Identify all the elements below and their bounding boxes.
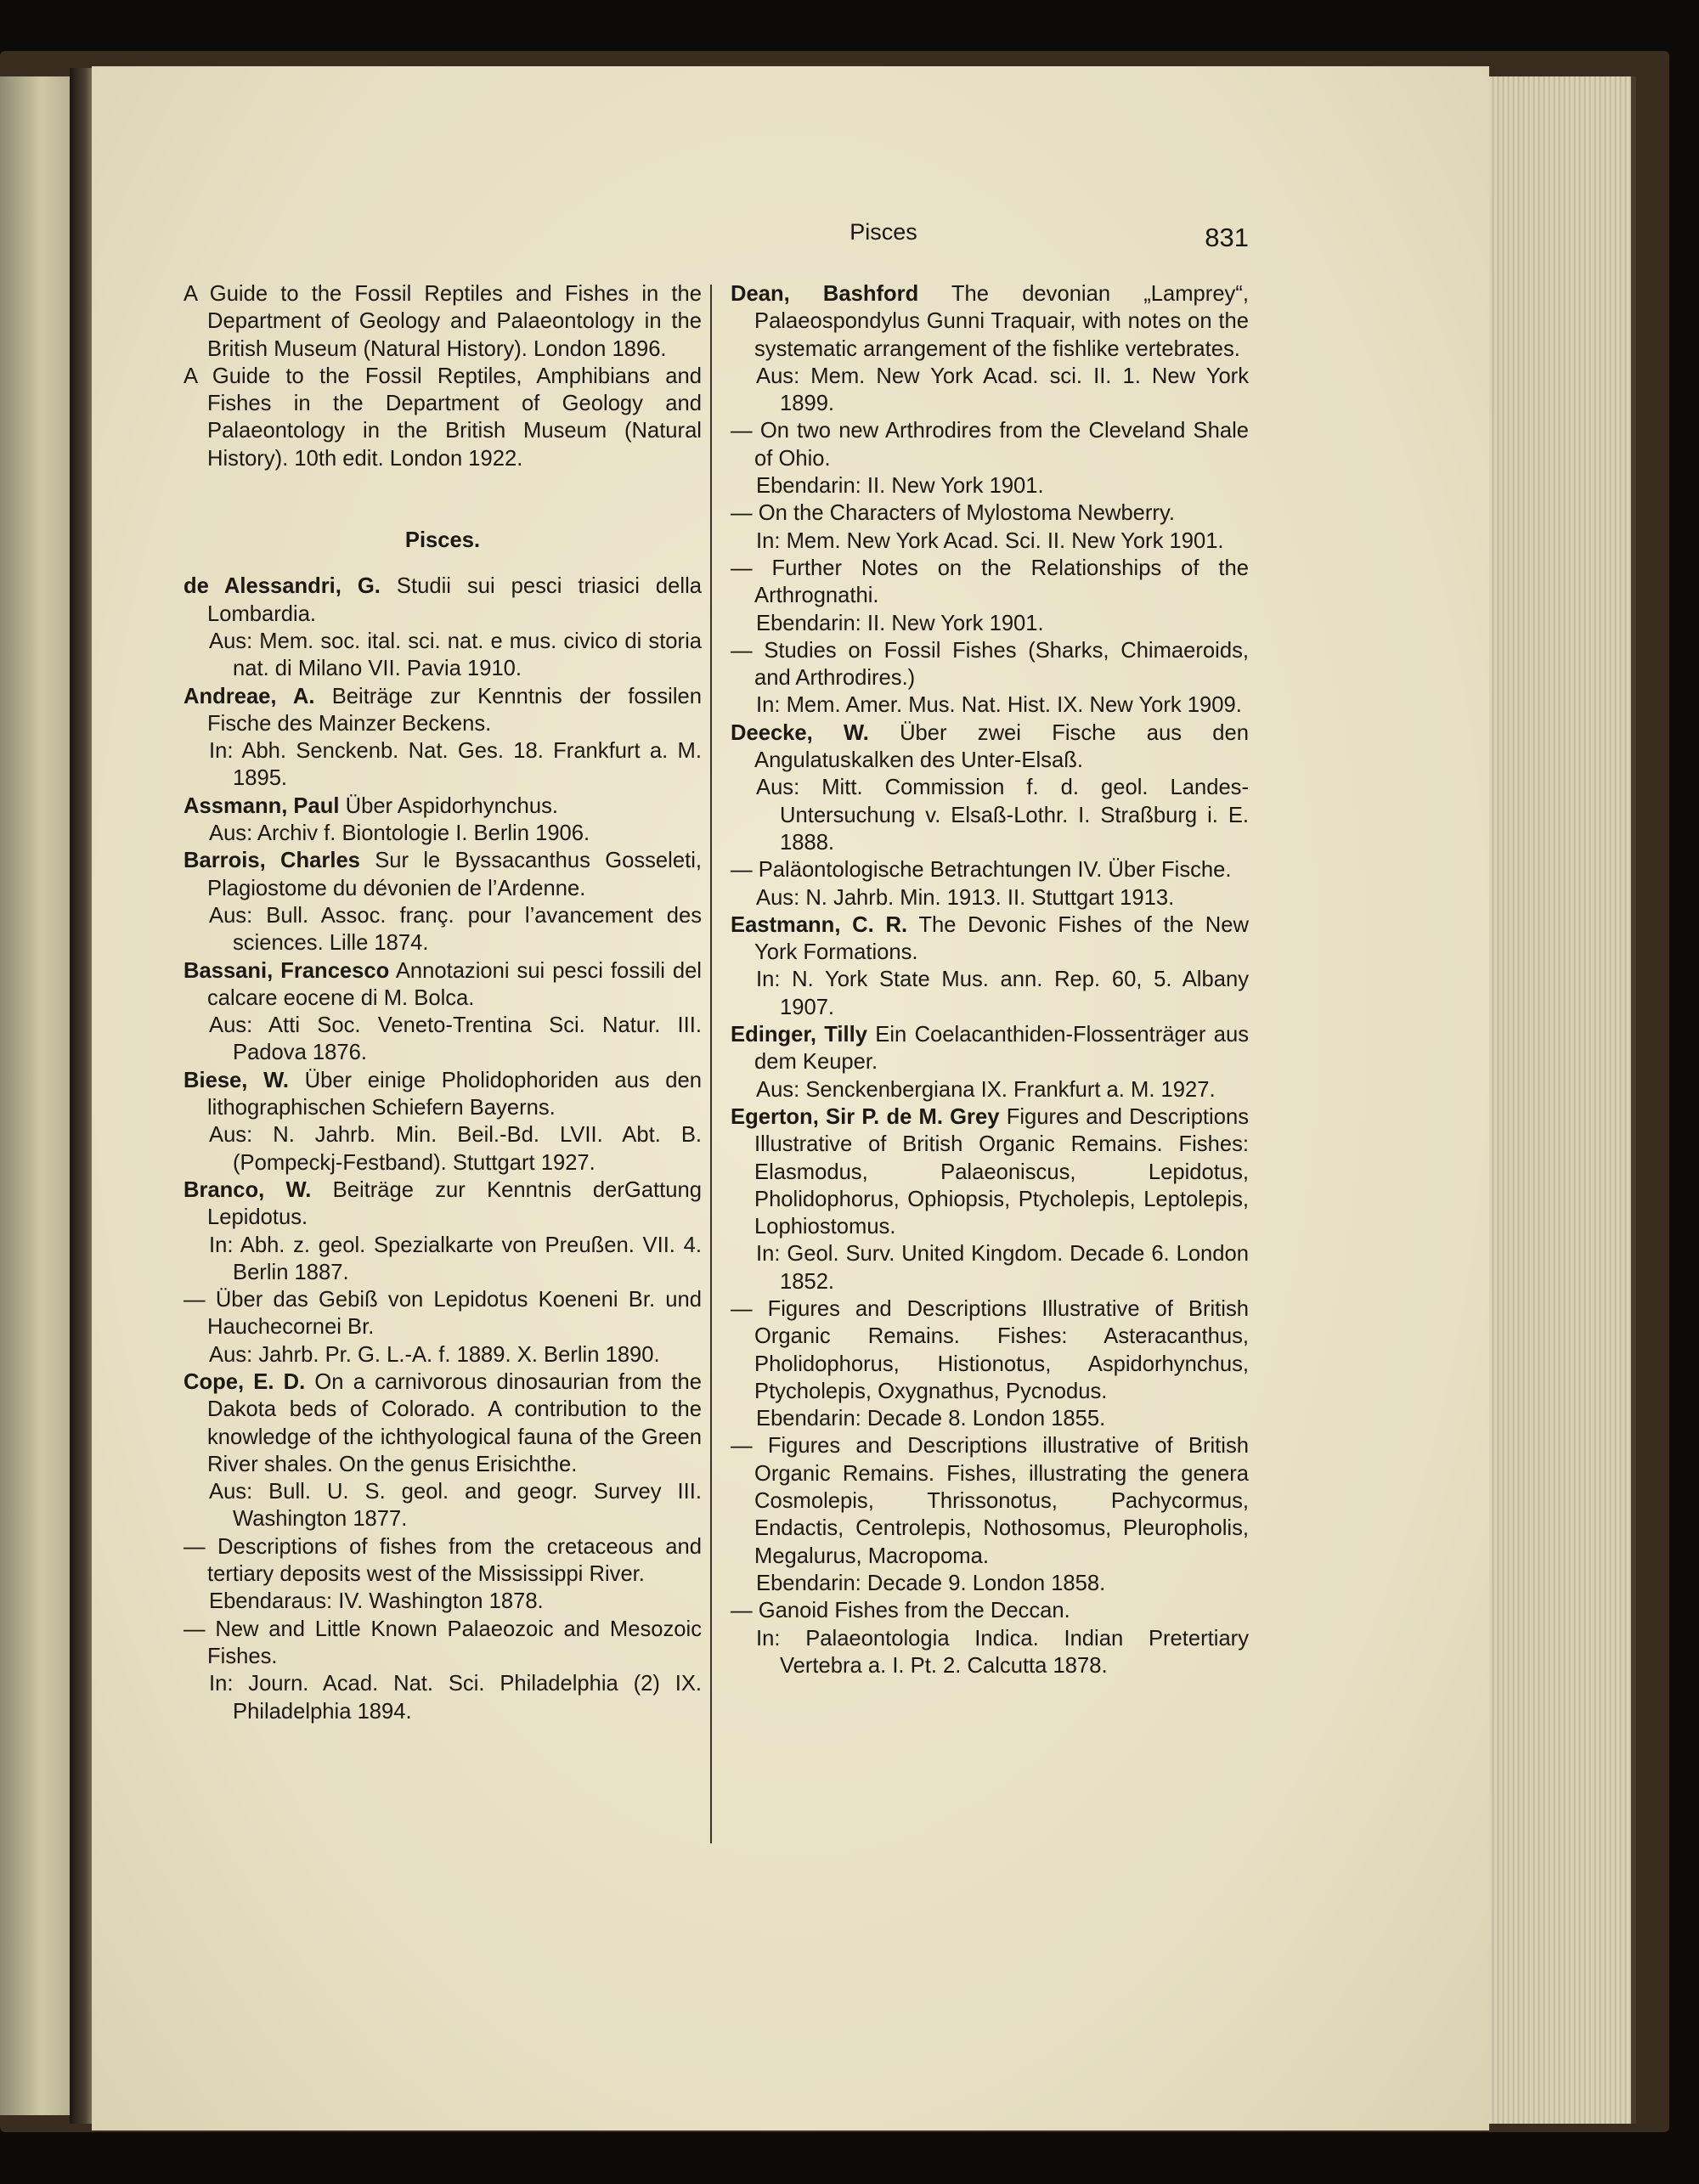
entry-source: In: Journ. Acad. Nat. Sci. Philadelphia (2) IX. Philadelphia 1894. (209, 1672, 702, 1724)
entry-title: Studii sui pesci triasici della Lombardia. (207, 574, 702, 626)
entry-source: In: N. York State Mus. ann. Rep. 60, 5. Albany 1907. (756, 968, 1249, 1019)
entry-dash: — (183, 1617, 206, 1641)
page-block-edges (1474, 76, 1636, 2124)
entry-source: Aus: Jahrb. Pr. G. L.-A. f. 1889. X. Berlin 1890. (209, 1342, 660, 1367)
entry-source: Ebendarin: Decade 9. London 1858. (756, 1571, 1106, 1595)
entry-title: Annotazioni sui pesci fossili del calcare eocene di M. Bolca. (207, 958, 702, 1010)
entry-author: Branco, W. (183, 1177, 312, 1202)
bibliography-entry (183, 573, 702, 682)
entry-source: In: Geol. Surv. United Kingdom. Decade 6. London 1852. (756, 1242, 1249, 1294)
entry-title: On a carnivorous dinosaurian from the Dakota beds of Colorado. A contribution to the knowledge of the ichthyological fauna of the Green River shales. On the genus Erisichthe. (207, 1369, 702, 1476)
entry-title: New and Little Known Palaeozoic and Mesozoic Fishes. (207, 1617, 702, 1668)
entry-title: The Devonic Fishes of the New York Formations. (754, 912, 1249, 965)
bibliography-entry (731, 555, 1249, 637)
entry-title: Figures and Descriptions Illustrative of British Organic Remains. Fishes: Asteracanthus, Pholidophorus, Histionotus, Aspidorhynchus, Ptycholepis, Oxygnathus, Pycnodus. (754, 1296, 1249, 1403)
entry-title: Ein Coelacanthiden-Flossenträger aus dem Keuper. (754, 1023, 1249, 1075)
entry-source: Aus: Mem. soc. ital. sci. nat. e mus. civico di storia nat. di Milano VII. Pavia 1910. (209, 629, 702, 681)
entry-source: Aus: Bull. Assoc. franç. pour l’avancement des sciences. Lille 1874. (209, 903, 702, 956)
intro-entry: A Guide to the Fossil Reptiles, Amphibians and Fishes in the Department of Geology and Palaeontology in the British Museum (Natural History). 10th edit. London 1922. (183, 364, 702, 471)
entry-author: Cope, E. D. (183, 1369, 306, 1394)
entry-source: Ebendarin: II. New York 1901. (756, 474, 1044, 499)
entry-title: Über einige Pholidophoriden aus den lithographischen Schiefern Bayerns. (207, 1068, 703, 1120)
entry-source: Aus: Atti Soc. Veneto-Trentina Sci. Natur. III. Padova 1876. (209, 1013, 702, 1065)
intro-entry: A Guide to the Fossil Reptiles and Fishes in the Department of Geology and Palaeontology in the British Museum (Natural History). London 1896. (183, 282, 702, 361)
entry-source: In: Abh. Senckenb. Nat. Ges. 18. Frankfurt a. M. 1895. (209, 739, 702, 791)
entry-dash: — (731, 501, 753, 526)
entry-author: Deecke, W. (731, 720, 869, 745)
entry-source: Ebendaraus: IV. Washington 1878. (209, 1589, 544, 1614)
bibliography-entry (183, 1177, 702, 1286)
bibliography-entry (183, 1369, 702, 1533)
entry-title: Figures and Descriptions illustrative of British Organic Remains. Fishes, illustrating the genera Cosmolepis, Thrissonotus, Pachycormus, Endactis, Centrolepis, Nothosomus, Pleuropholis, Megalurus, Macropoma. (754, 1434, 1249, 1568)
entry-dash: — (183, 1534, 206, 1559)
entry-title: Paläontologische Betrachtungen IV. Über Fische. (758, 858, 1232, 883)
entry-source: In: Palaeontologia Indica. Indian Pretertiary Vertebra a. I. Pt. 2. Calcutta 1878. (756, 1626, 1249, 1678)
entry-dash: — (183, 1288, 206, 1312)
entry-source: Aus: Mem. New York Acad. sci. II. 1. New York 1899. (756, 364, 1249, 416)
entry-author: de Alessandri, G. (183, 574, 381, 599)
entry-title: Further Notes on the Relationships of the Arthrognathi. (754, 556, 1249, 608)
section-title: Pisces. (404, 528, 481, 553)
bibliography-entry (731, 1597, 1249, 1679)
bibliography-entry (731, 1432, 1249, 1597)
entry-source: Aus: Senckenbergiana IX. Frankfurt a. M. 1927. (756, 1077, 1216, 1102)
entry-source: In: Mem. Amer. Mus. Nat. Hist. IX. New York 1909. (756, 693, 1242, 718)
entry-author: Barrois, Charles (183, 849, 360, 873)
entry-title: Descriptions of fishes from the cretaceous and tertiary deposits west of the Mississippi River. (207, 1534, 702, 1587)
entry-author: Eastmann, C. R. (731, 912, 908, 937)
entry-source: Aus: N. Jahrb. Min. Beil.-Bd. LVII. Abt. B. (Pompeckj-Festband). Stuttgart 1927. (209, 1123, 702, 1175)
entry-source: Ebendarin: Decade 8. London 1855. (756, 1407, 1106, 1431)
bibliography-entry (183, 793, 702, 848)
entry-title: Studies on Fossil Fishes (Sharks, Chimaeroids, and Arthrodires.) (754, 638, 1249, 691)
entry-source: Aus: Bull. U. S. geol. and geogr. Survey III. Washington 1877. (209, 1480, 702, 1532)
entry-title: Figures and Descriptions Illustrative of British Organic Remains. Fishes: Elasmodus, Palaeoniscus, Lepidotus, Pholidophorus, Ophiopsis, Ptycholepis, Leptolepis, Lophiostomus. (754, 1104, 1249, 1239)
entry-author: Egerton, Sir P. de M. Grey (731, 1104, 1000, 1129)
entry-dash: — (731, 638, 753, 663)
bibliography-entry (731, 280, 1249, 417)
entry-title: Beiträge zur Kenntnis derGattung Lepidotus. (207, 1177, 702, 1230)
page-number: 831 (1205, 223, 1249, 252)
bibliography-entry (731, 1103, 1249, 1295)
facing-page-edge (0, 76, 70, 2115)
entry-source: In: Abh. z. geol. Spezialkarte von Preußen. VII. 4. Berlin 1887. (209, 1233, 702, 1284)
running-head: Pisces (850, 219, 917, 245)
entry-dash: — (731, 419, 753, 443)
entry-title: Über das Gebiß von Lepidotus Koeneni Br. und Hauchecornei Br. (207, 1288, 702, 1340)
bibliography-entry (183, 1067, 702, 1177)
entry-title: On the Characters of Mylostoma Newberry. (758, 501, 1175, 526)
entry-title: Über zwei Fische aus den Angulatuskalken des Unter-Elsaß. (754, 720, 1249, 773)
bibliography-entry (731, 1295, 1249, 1432)
bibliography-entry (731, 417, 1249, 499)
right-column (731, 280, 1249, 1679)
bibliography-entry (183, 1286, 702, 1369)
entry-author: Andreae, A. (183, 684, 315, 708)
entry-title: The devonian „Lamprey“, Palaeospondylus Gunni Traquair, with notes on the systematic arrangement of the fishlike vertebrates. (754, 282, 1249, 361)
bibliography-entry (731, 856, 1249, 911)
entry-dash: — (731, 1599, 753, 1623)
entry-title: Ganoid Fishes from the Deccan. (758, 1599, 1070, 1623)
entry-title: Beiträge zur Kenntnis der fossilen Fische des Mainzer Beckens. (207, 684, 702, 736)
entry-dash: — (731, 1434, 753, 1459)
entry-dash: — (731, 858, 753, 883)
entry-source: Aus: Archiv f. Biontologie I. Berlin 1906. (209, 821, 590, 846)
entry-title: On two new Arthrodires from the Cleveland Shale of Ohio. (754, 419, 1249, 471)
bibliography-entry (731, 1021, 1249, 1103)
bibliography-entry (731, 499, 1249, 555)
entry-author: Bassani, Francesco (183, 958, 390, 983)
bibliography-entry (731, 720, 1249, 856)
entry-source: Aus: N. Jahrb. Min. 1913. II. Stuttgart 1913. (756, 885, 1175, 910)
entry-author: Edinger, Tilly (731, 1023, 867, 1047)
bibliography-entry (183, 957, 702, 1067)
bibliography-entry (183, 1616, 702, 1725)
entry-title: Über Aspidorhynchus. (345, 793, 558, 818)
column-divider (710, 285, 712, 1843)
entry-author: Dean, Bashford (731, 282, 919, 306)
entry-source: Aus: Mitt. Commission f. d. geol. Landes-Untersuchung v. Elsaß-Lothr. I. Straßburg i. E. 1888. (756, 776, 1249, 855)
entry-dash: — (731, 556, 753, 580)
bibliography-entry (731, 637, 1249, 720)
bibliography-entry (183, 847, 702, 957)
entry-author: Biese, W. (183, 1068, 289, 1092)
bibliography-entry (183, 1533, 702, 1616)
entry-source: In: Mem. New York Acad. Sci. II. New York 1901. (756, 528, 1224, 553)
entry-source: Ebendarin: II. New York 1901. (756, 611, 1044, 635)
left-column (183, 280, 702, 1725)
bibliography-entry (731, 911, 1249, 1021)
entry-dash: — (731, 1296, 753, 1321)
bibliography-entry (183, 683, 702, 793)
entry-title: Sur le Byssacanthus Gosseleti, Plagiostome du dévonien de l’Ardenne. (207, 849, 702, 900)
entry-author: Assmann, Paul (183, 793, 340, 818)
